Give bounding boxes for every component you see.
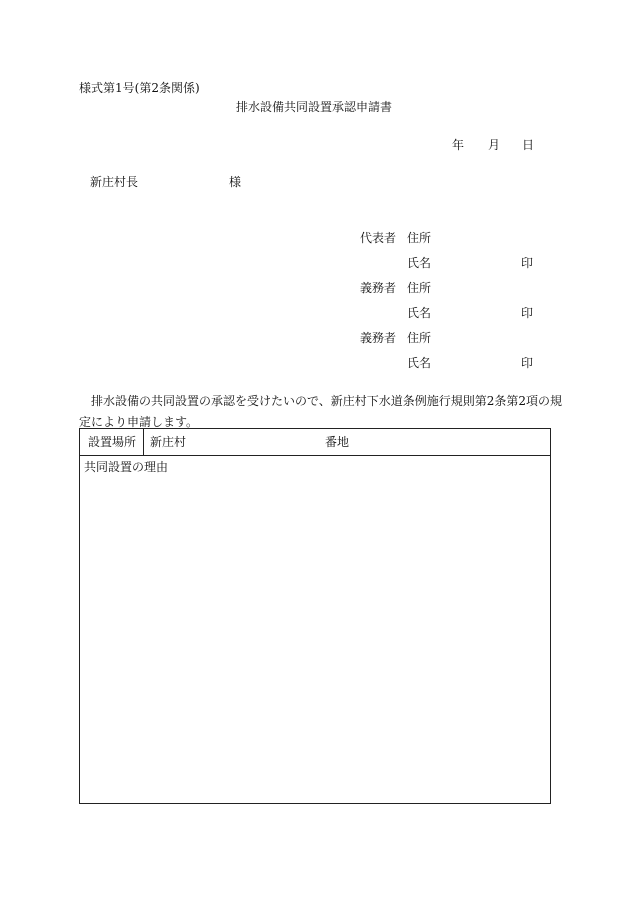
applicant-1-name-label: 氏名 (407, 256, 432, 270)
document-title: 排水設備共同設置承認申請書 (236, 100, 393, 114)
applicant-3-role: 義務者 (360, 331, 397, 345)
applicant-1-role: 代表者 (360, 231, 397, 245)
applicant-1-address-label: 住所 (407, 231, 432, 245)
applicant-2-role: 義務者 (360, 281, 397, 295)
banchi-label: 番地 (325, 435, 350, 449)
installation-place-row (80, 429, 550, 456)
addressee-name: 新庄村長 (90, 175, 139, 189)
addressee-honorific: 様 (229, 175, 242, 189)
applicant-1-seal: 印 (521, 256, 534, 270)
applicant-2-address-label: 住所 (407, 281, 432, 295)
applicant-2-seal: 印 (521, 306, 534, 320)
date-year-label: 年 (452, 138, 465, 152)
installation-place-label: 設置場所 (80, 429, 144, 455)
application-statement (79, 391, 563, 433)
date-month-label: 月 (488, 138, 501, 152)
applicant-2-name-label: 氏名 (407, 306, 432, 320)
form-number: 様式第1号(第2条関係) (79, 81, 200, 95)
reason-label: 共同設置の理由 (84, 460, 169, 474)
statement-line-2: 定により申請します。 (79, 415, 199, 429)
date-day-label: 日 (522, 138, 535, 152)
applicant-3-seal: 印 (521, 356, 534, 370)
applicant-3-name-label: 氏名 (407, 356, 432, 370)
applicant-3-address-label: 住所 (407, 331, 432, 345)
village-name: 新庄村 (150, 435, 187, 449)
statement-line-1: 排水設備の共同設置の承認を受けたいので、新庄村下水道条例施行規則第2条第2項の規 (91, 394, 563, 408)
application-table (79, 428, 551, 804)
